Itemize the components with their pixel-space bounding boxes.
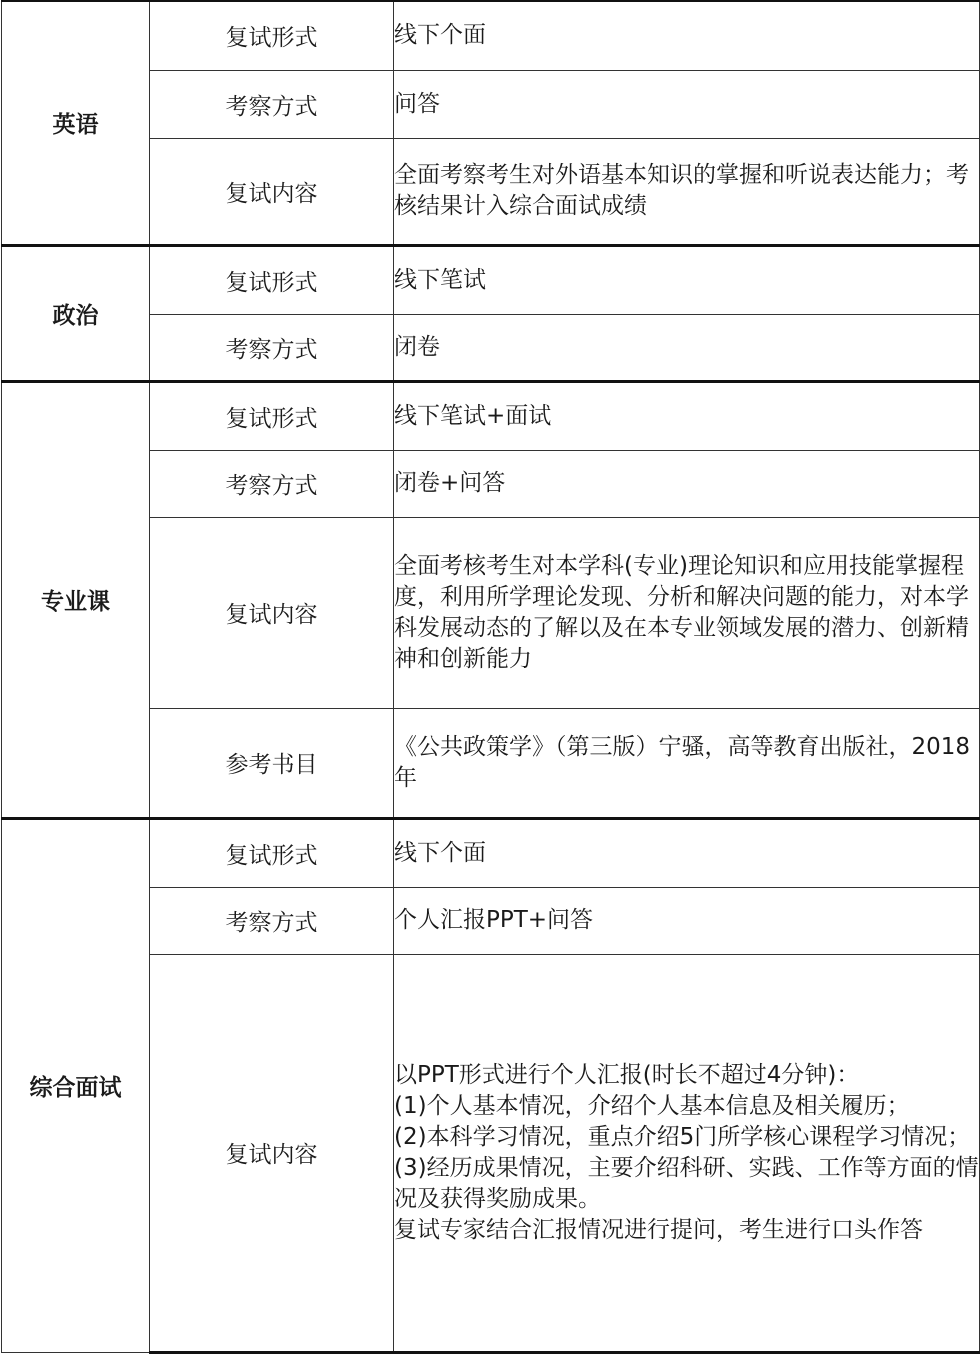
row-label-method: 考察方式	[150, 314, 394, 381]
interview-content-item-2: (2)本科学习情况，重点介绍5门所学核心课程学习情况；	[394, 1123, 971, 1150]
section-interview-title: 综合面试	[2, 818, 150, 1352]
table-row	[2, 381, 980, 450]
interview-content-item-1: (1)个人基本情况，介绍个人基本信息及相关履历；	[394, 1092, 910, 1119]
politics-method-value: 闭卷	[394, 314, 980, 381]
row-label-method: 考察方式	[150, 70, 394, 138]
section-politics-title: 政治	[2, 245, 150, 381]
major-form-value: 线下笔试+面试	[394, 381, 980, 450]
row-label-form: 复试形式	[150, 381, 394, 450]
row-label-content: 复试内容	[150, 138, 394, 245]
interview-content-value	[394, 954, 980, 1352]
interview-form-value: 线下个面	[394, 818, 980, 887]
section-major-title: 专业课	[2, 381, 150, 818]
major-content-value: 全面考核考生对本学科(专业)理论知识和应用技能掌握程度，利用所学理论发现、分析和解决问题的能力，对本学科发展动态的了解以及在本专业领域发展的潜力、创新精神和创新能力	[394, 517, 980, 708]
table-row	[2, 1, 980, 70]
english-method-value: 问答	[394, 70, 980, 138]
row-label-content: 复试内容	[150, 517, 394, 708]
interview-method-value: 个人汇报PPT+问答	[394, 887, 980, 954]
major-books-value: 《公共政策学》（第三版）宁骚，高等教育出版社，2018年	[394, 708, 980, 818]
interview-content-item-3: (3)经历成果情况，主要介绍科研、实践、工作等方面的情况及获得奖励成果。	[394, 1154, 979, 1212]
english-content-value: 全面考察考生对外语基本知识的掌握和听说表达能力；考核结果计入综合面试成绩	[394, 138, 980, 245]
politics-form-value: 线下笔试	[394, 245, 980, 314]
row-label-content: 复试内容	[150, 954, 394, 1352]
table-row	[2, 818, 980, 887]
row-label-method: 考察方式	[150, 887, 394, 954]
interview-content-closing: 复试专家结合汇报情况进行提问，考生进行口头作答	[394, 1216, 923, 1243]
row-label-form: 复试形式	[150, 1, 394, 70]
section-english-title: 英语	[2, 1, 150, 245]
row-label-form: 复试形式	[150, 245, 394, 314]
row-label-books: 参考书目	[150, 708, 394, 818]
row-label-method: 考察方式	[150, 450, 394, 517]
retest-requirements-table	[1, 0, 980, 1354]
english-form-value: 线下个面	[394, 1, 980, 70]
interview-content-intro: 以PPT形式进行个人汇报(时长不超过4分钟)：	[394, 1061, 860, 1088]
row-label-form: 复试形式	[150, 818, 394, 887]
major-method-value: 闭卷+问答	[394, 450, 980, 517]
table-row	[2, 245, 980, 314]
